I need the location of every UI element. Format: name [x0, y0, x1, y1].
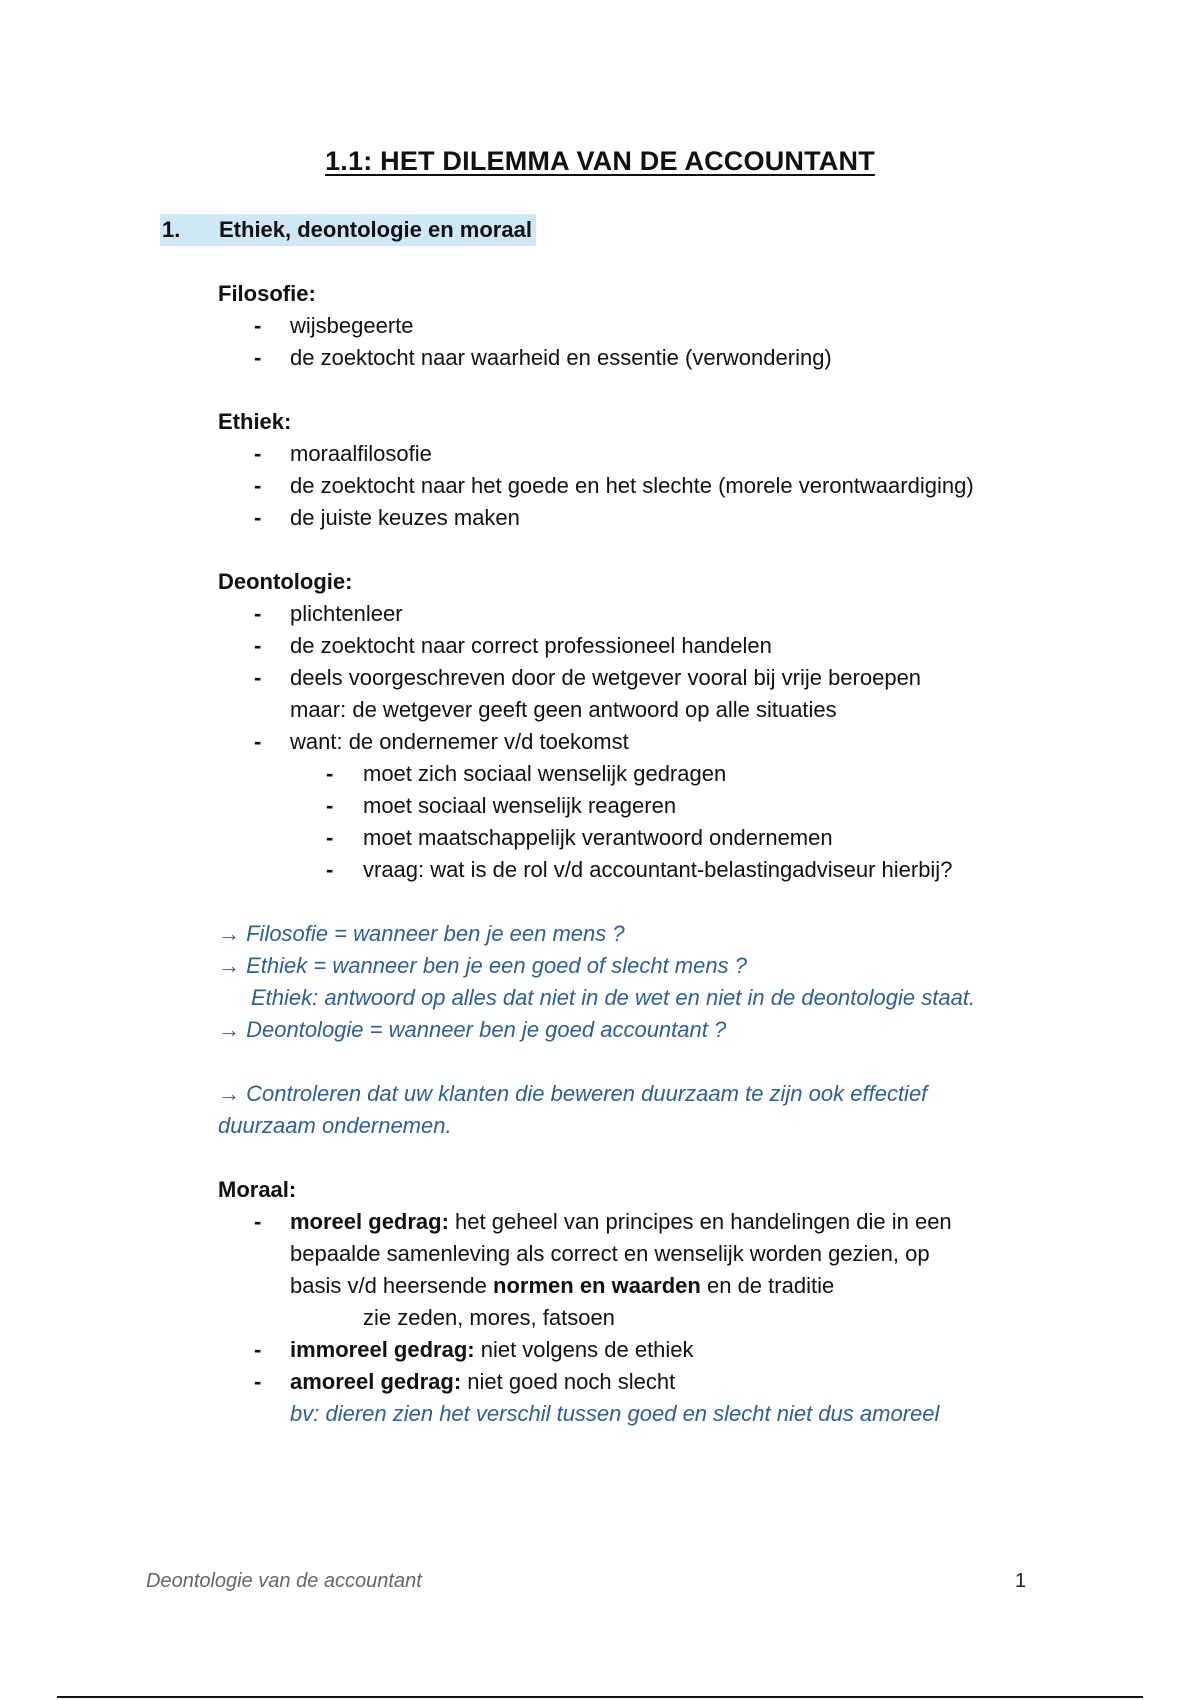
- moreel-line3-bold: normen en waarden: [493, 1273, 701, 1298]
- list-item: - want: de ondernemer v/d toekomst: [218, 726, 1118, 758]
- term-moreel: moreel gedrag:: [290, 1209, 449, 1234]
- note-ethiek-detail: Ethiek: antwoord op alles dat niet in de wet en niet in de deontologie staat.: [251, 985, 976, 1010]
- moreel-line2: bepaalde samenleving als correct en wenselijk worden gezien, op: [290, 1241, 930, 1266]
- section-label: Ethiek, deontologie en moraal: [219, 217, 532, 242]
- page-number: 1: [1015, 1570, 1027, 1592]
- content-body: [218, 278, 1118, 1430]
- list-item: - de zoektocht naar waarheid en essentie (verwondering): [218, 342, 1118, 374]
- list-item: - deels voorgeschreven door de wetgever vooral bij vrije beroepen: [218, 662, 1118, 694]
- list-item: [218, 1334, 1118, 1366]
- deontologie-sublist: [218, 758, 1118, 886]
- deontologie-continuation: maar: de wetgever geeft geen antwoord op alle situaties: [290, 697, 837, 722]
- note-controleren: → Controleren dat uw klanten die beweren duurzaam te zijn ook effectief: [218, 1081, 928, 1106]
- moreel-line3-pre: basis v/d heersende: [290, 1273, 494, 1298]
- footer-title: Deontologie van de accountant: [146, 1570, 422, 1592]
- filosofie-heading: Filosofie:: [218, 281, 316, 306]
- moraal-heading: Moraal:: [218, 1177, 297, 1202]
- sub-list-item: - moet zich sociaal wenselijk gedragen: [218, 758, 1118, 790]
- moreel-line3-post: en de traditie: [700, 1273, 835, 1298]
- note-filosofie: → Filosofie = wanneer ben je een mens ?: [218, 921, 625, 946]
- moreel-line4: zie zeden, mores, fatsoen: [363, 1305, 615, 1330]
- deontologie-heading: Deontologie:: [218, 569, 353, 594]
- note-deontologie: → Deontologie = wanneer ben je goed accountant ?: [218, 1017, 727, 1042]
- ethiek-heading: Ethiek:: [218, 409, 292, 434]
- list-item: - de zoektocht naar correct professioneel handelen: [218, 630, 1118, 662]
- sub-list-item: - vraag: wat is de rol v/d accountant-belastingadviseur hierbij?: [218, 854, 1118, 886]
- bottom-divider: [57, 1696, 1143, 1698]
- term-amoreel: amoreel gedrag:: [290, 1369, 462, 1394]
- sub-list-item: - moet sociaal wenselijk reageren: [218, 790, 1118, 822]
- term-immoreel: immoreel gedrag:: [290, 1337, 475, 1362]
- moraal-list-cont: [218, 1334, 1118, 1398]
- section-heading: [160, 214, 536, 246]
- list-item: [218, 1206, 1118, 1238]
- note-controleren-cont: duurzaam ondernemen.: [218, 1113, 452, 1138]
- section-number: 1.: [162, 217, 181, 242]
- list-item: [218, 1366, 1118, 1398]
- list-item: - moraalfilosofie: [218, 438, 1118, 470]
- list-item: - de juiste keuzes maken: [218, 502, 1118, 534]
- moraal-list: [218, 1206, 1118, 1238]
- deontologie-list: [218, 598, 1118, 694]
- ethiek-list: [218, 438, 1118, 534]
- definition-text: niet goed noch slecht: [461, 1369, 676, 1394]
- list-item: - plichtenleer: [218, 598, 1118, 630]
- filosofie-list: [218, 310, 1118, 374]
- moraal-example: bv: dieren zien het verschil tussen goed en slecht niet dus amoreel: [290, 1401, 940, 1426]
- definition-text: niet volgens de ethiek: [474, 1337, 694, 1362]
- moreel-line3: [218, 1270, 1118, 1302]
- sub-list-item: - moet maatschappelijk verantwoord ondernemen: [218, 822, 1118, 854]
- deontologie-list-cont: [218, 726, 1118, 758]
- note-ethiek: → Ethiek = wanneer ben je een goed of slecht mens ?: [218, 953, 747, 978]
- definition-text: het geheel van principes en handelingen die in een: [448, 1209, 952, 1234]
- list-item: - de zoektocht naar het goede en het slechte (morele verontwaardiging): [218, 470, 1118, 502]
- list-item: - wijsbegeerte: [218, 310, 1118, 342]
- page-title: 1.1: HET DILEMMA VAN DE ACCOUNTANT: [325, 146, 875, 176]
